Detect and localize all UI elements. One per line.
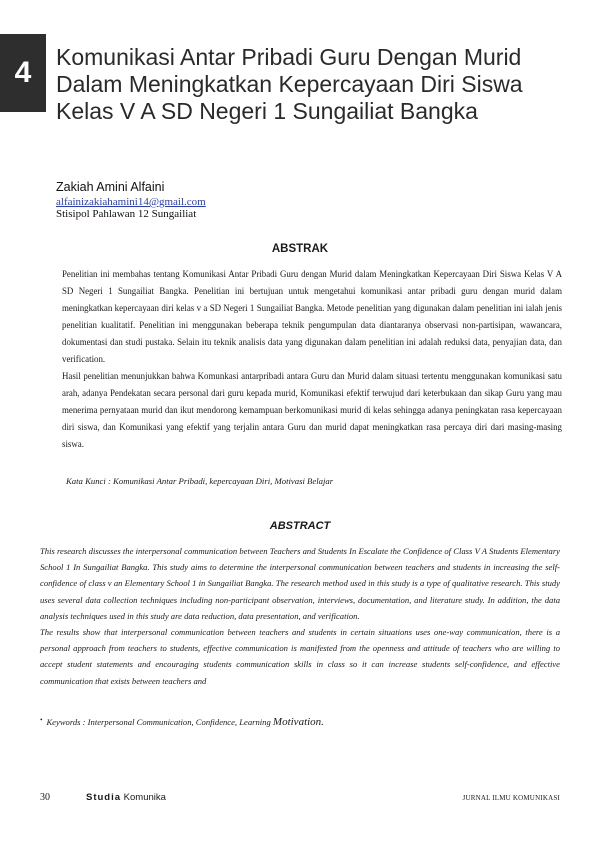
abstrak-heading: ABSTRAK xyxy=(271,243,329,255)
author-name: Zakiah Amini Alfaini xyxy=(56,180,165,194)
journal-name xyxy=(86,792,166,803)
keywords-line xyxy=(40,716,560,728)
paper-title: Komunikasi Antar Pribadi Guru Dengan Murid Dalam Meningkatkan Kepercayaan Diri Siswa Kelas V A SD Negeri 1 Sungailiat Bangka xyxy=(56,44,523,124)
abstrak-paragraph-1: Penelitian ini membahas tentang Komunikasi Antar Pribadi Guru dengan Murid dalam Meningkatkan Kepercayaan Diri Siswa Kelas V A SD Negeri 1 Sungailiat Bangka. Penelitian ini bertujuan untuk mengetahui komunikasi antar pribadi guru dengan murid dalam meningkatkan kepercayaan diri kelas v a SD Negeri 1 Sungailiat Bangka. Metode penelitian yang digunakan dalam penelitian ini ialah jenis penelitian kualitatif. Penelitian ini menggunakan beberapa teknik pengumpulan data diantaranya observasi non-partisipan, wawancara, dokumentasi dan studi pustaka. Selain itu teknik analisis data yang digunakan dalam penelitian ini adalah reduksi data, penyajian data, dan verification. xyxy=(62,269,562,364)
journal-subtitle: JURNAL ILMU KOMUNIKASI xyxy=(462,794,560,802)
bullet-dot-icon: • xyxy=(40,716,43,724)
chapter-number-tab: 4 xyxy=(0,34,46,112)
author-affiliation: Stisipol Pahlawan 12 Sungailiat xyxy=(56,208,197,220)
keywords-text: Keywords : Interpersonal Communication, Confidence, Learning xyxy=(46,717,271,727)
kata-kunci: Kata Kunci : Komunikasi Antar Pribadi, kepercayaan Diri, Motivasi Belajar xyxy=(66,476,334,486)
abstract-body xyxy=(40,543,560,689)
journal-name-bold: Studia xyxy=(86,792,122,803)
page-number: 30 xyxy=(40,792,50,803)
abstrak-body xyxy=(62,266,562,453)
keywords-last-word: Motivation. xyxy=(272,716,324,728)
abstract-paragraph-2: The results show that interpersonal communication between teachers and students in certain situations uses one-way communication, there is a personal approach from teachers to students, effective communication is manifested from the openness and attitude of teachers who are willing to accept student statements and encouraging students communication skills in class so it can increase students self-confidence, and effective communication that exists between teachers and xyxy=(40,627,560,686)
journal-name-rest: Komunika xyxy=(123,792,166,803)
abstract-heading: ABSTRACT xyxy=(269,520,331,532)
author-email-link[interactable]: alfainizakiahamini14@gmail.com xyxy=(56,196,206,208)
abstrak-paragraph-2: Hasil penelitian menunjukkan bahwa Komunkasi antarpribadi antara Guru dan Murid dalam situasi tertentu menggunakan komunikasi satu arah, adanya Pendekatan secara personal dari guru kepada murid, Komunikasi efektif terwujud dari keterbukaan dan sikap Guru yang mau menerima pernyataan murid dan ikut mendorong kemampuan berkomunikasi murid di kelas sehingga adanya peningkatan rasa kepercayaan diri siswa, dan Komunikasi yang efektif yang terjalin antara Guru dan murid dapat meningkatkan rasa percaya diri dari masing-masing siswa. xyxy=(62,371,562,449)
abstract-paragraph-1: This research discusses the interpersonal communication between Teachers and Students In Escalate the Confidence of Class V A Students Elementary School 1 In Sungailiat Bangka. This study aims to determine the interpersonal communication between teachers and students in increasing the self-confidence of class v an Elementary School 1 in Sungailiat Bangka. The research method used in this study is a type of qualitative research. This study uses several data collection techniques including non-participant observation, interviews, documentation, and literature study. In addition, the data analysis techniques used in this study are data reduction, data presentation, and verification. xyxy=(40,546,560,621)
